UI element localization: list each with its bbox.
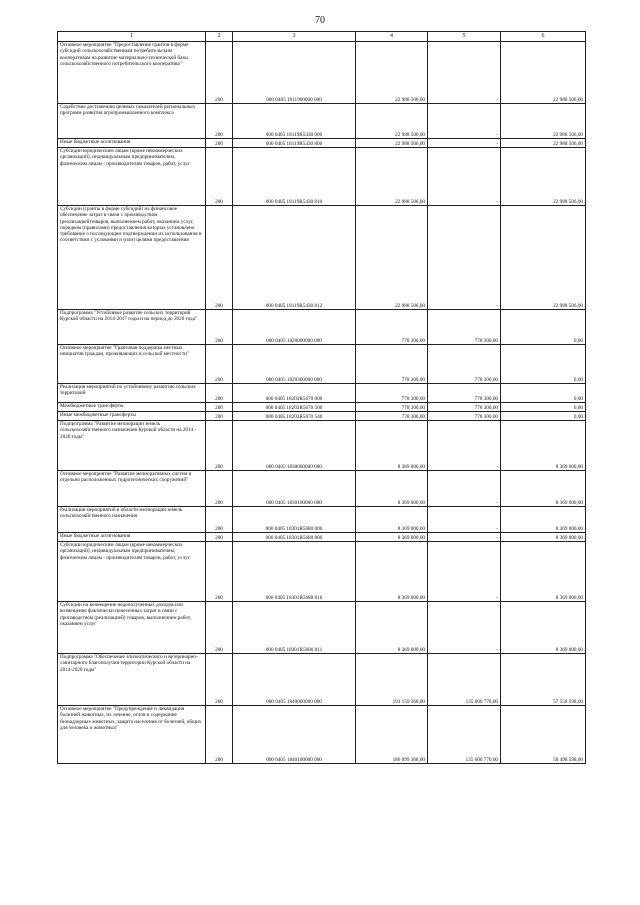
table-row [58,542,586,602]
table-row [58,148,586,206]
row-amount-total-cell: 778 300,00 [356,403,428,412]
row-code-cell: 200 [206,471,233,507]
row-amount-regional-cell: 0,00 [501,310,586,345]
row-classifier-cell: 000 0405 18119R5430 812 [233,206,356,310]
row-name-cell: Иные бюджетные ассигнования [58,139,206,148]
row-classifier-cell: 000 0405 18119R5430 810 [233,148,356,206]
table-row [58,345,586,384]
table-row [58,471,586,507]
row-code-cell: 200 [206,104,233,139]
table-row [58,706,586,764]
row-code-cell: 200 [206,421,233,471]
row-name-cell: Содействие достижению целевых показателей региональных программ развития агропромышленного комплекса [58,104,206,139]
row-code-cell: 200 [206,602,233,654]
row-amount-regional-cell: 8 369 000,00 [501,471,586,507]
row-amount-regional-cell: 8 369 000,00 [501,421,586,471]
row-name-cell: Субсидии на возмещение недополученных доходов или возмещение фактически понесенных затрат в связи с производством (реализацией) товаров, выполнением работ, оказанием услуг [58,602,206,654]
row-amount-regional-cell: 0,00 [501,412,586,421]
row-amount-federal-cell: 135 600 770,00 [428,654,501,706]
row-name-cell: Иные бюджетные ассигнования [58,533,206,542]
row-amount-federal-cell: - [428,507,501,533]
row-name-cell: Основное мероприятие "Предупреждение и ликвидация болезней животных, их лечение, отлов и содержание безнадзорных животных, защита населения от болезней, общих для человека и животных" [58,706,206,764]
row-name-cell: Субсидии юридическим лицам (кроме некоммерческих организаций), индивидуальным предпринимателям, физическим лицам - производителям товаров, работ, услуг [58,148,206,206]
row-amount-regional-cell: 0,00 [501,345,586,384]
table-row [58,42,586,104]
row-amount-regional-cell: 22 988 506,00 [501,104,586,139]
row-name-cell: Реализация мероприятий по устойчивому развитию сельских территорий [58,384,206,403]
row-amount-federal-cell: - [428,104,501,139]
row-code-cell: 200 [206,384,233,403]
row-amount-federal-cell: - [428,206,501,310]
row-amount-total-cell: 193 159 368,00 [356,654,428,706]
row-classifier-cell: 000 0405 18203R5670 000 [233,384,356,403]
row-amount-federal-cell: 778 300,00 [428,310,501,345]
row-classifier-cell: 000 0405 18301R5680 810 [233,542,356,602]
row-amount-federal-cell: - [428,471,501,507]
row-amount-total-cell: 8 369 000,00 [356,421,428,471]
row-code-cell: 200 [206,706,233,764]
row-amount-federal-cell: 778 300,00 [428,384,501,403]
row-code-cell: 200 [206,139,233,148]
row-amount-regional-cell: 0,00 [501,384,586,403]
row-code-cell: 200 [206,654,233,706]
row-classifier-cell: 000 0405 1830100000 000 [233,471,356,507]
row-amount-federal-cell: - [428,542,501,602]
row-name-cell: Основное мероприятие "Грантовая поддержка местных инициатив граждан, проживающих в сельской местности" [58,345,206,384]
row-amount-federal-cell: 778 300,00 [428,345,501,384]
row-code-cell: 200 [206,542,233,602]
row-name-cell: Межбюджетные трансферты [58,403,206,412]
row-amount-total-cell: 22 988 506,00 [356,148,428,206]
row-classifier-cell: 000 0405 18301R5680 811 [233,602,356,654]
row-amount-total-cell: 8 369 000,00 [356,602,428,654]
row-classifier-cell: 000 0405 1811900000 000 [233,42,356,104]
row-amount-total-cell: 22 988 506,00 [356,42,428,104]
row-amount-federal-cell: - [428,602,501,654]
row-amount-federal-cell: - [428,42,501,104]
row-classifier-cell: 000 0405 1820000000 000 [233,310,356,345]
column-header: 4 [356,32,428,42]
row-amount-federal-cell: - [428,139,501,148]
row-amount-regional-cell: 8 369 000,00 [501,542,586,602]
row-code-cell: 200 [206,533,233,542]
row-code-cell: 200 [206,310,233,345]
row-amount-federal-cell: - [428,421,501,471]
row-code-cell: 200 [206,148,233,206]
row-classifier-cell: 000 0405 1830000000 000 [233,421,356,471]
row-name-cell: Основное мероприятие "Предоставление грантов в форме субсидий сельскохозяйственным потребительским кооперативам на развитие материально-технической базы сельскохозяйственного потребительского кооператива" [58,42,206,104]
row-name-cell: Субсидии (гранты в форме субсидий) на финансовое обеспечение затрат в связи с производством (реализацией)товаров, выполнением работ, оказанием услуг, порядком (правилами) предоставления которых установлено требование о последующем подтверждении их использования в соответствии с условиями и (или) целями предоставления [58,206,206,310]
row-amount-regional-cell: 8 369 000,00 [501,507,586,533]
row-amount-total-cell: 778 300,00 [356,412,428,421]
row-classifier-cell: 000 0405 18119R5430 800 [233,139,356,148]
row-name-cell: Подпрограмма "Развитие мелиорации земель сельскохозяйственного назначения Курской области на 2014 - 2020 годы" [58,421,206,471]
page-number: 70 [315,15,325,26]
row-classifier-cell: 000 0405 1840100000 000 [233,706,356,764]
column-header: 6 [501,32,586,42]
row-amount-regional-cell: 22 988 506,00 [501,148,586,206]
row-amount-regional-cell: 57 558 598,00 [501,654,586,706]
row-amount-regional-cell: 50 498 598,00 [501,706,586,764]
table-body [58,42,586,764]
row-amount-total-cell: 778 300,00 [356,384,428,403]
row-classifier-cell: 000 0405 18301R5680 000 [233,507,356,533]
row-code-cell: 200 [206,345,233,384]
column-header: 2 [206,32,233,42]
row-classifier-cell: 000 0405 18119R5430 000 [233,104,356,139]
table-row [58,654,586,706]
row-amount-total-cell: 778 300,00 [356,345,428,384]
table-row [58,533,586,542]
column-header: 5 [428,32,501,42]
row-amount-regional-cell: 8 369 000,00 [501,533,586,542]
row-amount-regional-cell: 22 988 506,00 [501,42,586,104]
table-row [58,206,586,310]
table-row [58,384,586,403]
row-name-cell: Субсидии юридическим лицам (кроме некоммерческих организаций), индивидуальным предпринимателям, физическим лицам - производителям товаров, работ, услуг [58,542,206,602]
row-amount-total-cell: 8 369 000,00 [356,533,428,542]
row-classifier-cell: 000 0405 18301R5680 800 [233,533,356,542]
row-code-cell: 200 [206,412,233,421]
table-row [58,507,586,533]
row-name-cell: Иные межбюджетные трансферты [58,412,206,421]
row-amount-total-cell: 22 988 506,00 [356,206,428,310]
table-row [58,602,586,654]
row-amount-federal-cell: 778 300,00 [428,412,501,421]
row-amount-total-cell: 22 988 506,00 [356,139,428,148]
column-header: 1 [58,32,206,42]
row-amount-regional-cell: 22 988 506,00 [501,206,586,310]
row-classifier-cell: 000 0405 1840000000 000 [233,654,356,706]
row-amount-total-cell: 8 369 000,00 [356,542,428,602]
table-row [58,310,586,345]
row-amount-regional-cell: 8 369 000,00 [501,602,586,654]
row-amount-total-cell: 8 369 000,00 [356,471,428,507]
column-header: 3 [233,32,356,42]
table-row [58,421,586,471]
row-amount-federal-cell: 135 600 770,00 [428,706,501,764]
row-code-cell: 200 [206,206,233,310]
row-amount-federal-cell: - [428,533,501,542]
header-row [58,32,586,42]
table-row [58,403,586,412]
row-amount-federal-cell: - [428,148,501,206]
row-classifier-cell: 000 0405 18203R5670 500 [233,403,356,412]
row-name-cell: Основное мероприятие "Развитие мелиоративных систем и отдельно расположенных гидротехнических сооружений" [58,471,206,507]
row-amount-total-cell: 8 369 000,00 [356,507,428,533]
row-amount-regional-cell: 0,00 [501,403,586,412]
row-name-cell: Подпрограмма "Обеспечение эпизоотического и ветеринарно-санитарного благополучия территории Курской области на 2014-2020 годы" [58,654,206,706]
row-classifier-cell: 000 0405 1820300000 000 [233,345,356,384]
row-code-cell: 200 [206,42,233,104]
row-code-cell: 200 [206,403,233,412]
row-code-cell: 200 [206,507,233,533]
budget-table [57,31,586,764]
table-row [58,139,586,148]
row-amount-total-cell: 22 988 506,00 [356,104,428,139]
table-row [58,104,586,139]
row-amount-regional-cell: 22 988 506,00 [501,139,586,148]
row-amount-total-cell: 186 099 368,00 [356,706,428,764]
row-name-cell: Реализация мероприятий в области мелиорации земель сельскохозяйственного назначения [58,507,206,533]
row-classifier-cell: 000 0405 18203R5670 540 [233,412,356,421]
row-amount-federal-cell: 778 300,00 [428,403,501,412]
row-amount-total-cell: 778 300,00 [356,310,428,345]
table-row [58,412,586,421]
row-name-cell: Подпрограмма "Устойчивое развитие сельских территорий Курской области на 2014-2017 годы и на период до 2020 года" [58,310,206,345]
